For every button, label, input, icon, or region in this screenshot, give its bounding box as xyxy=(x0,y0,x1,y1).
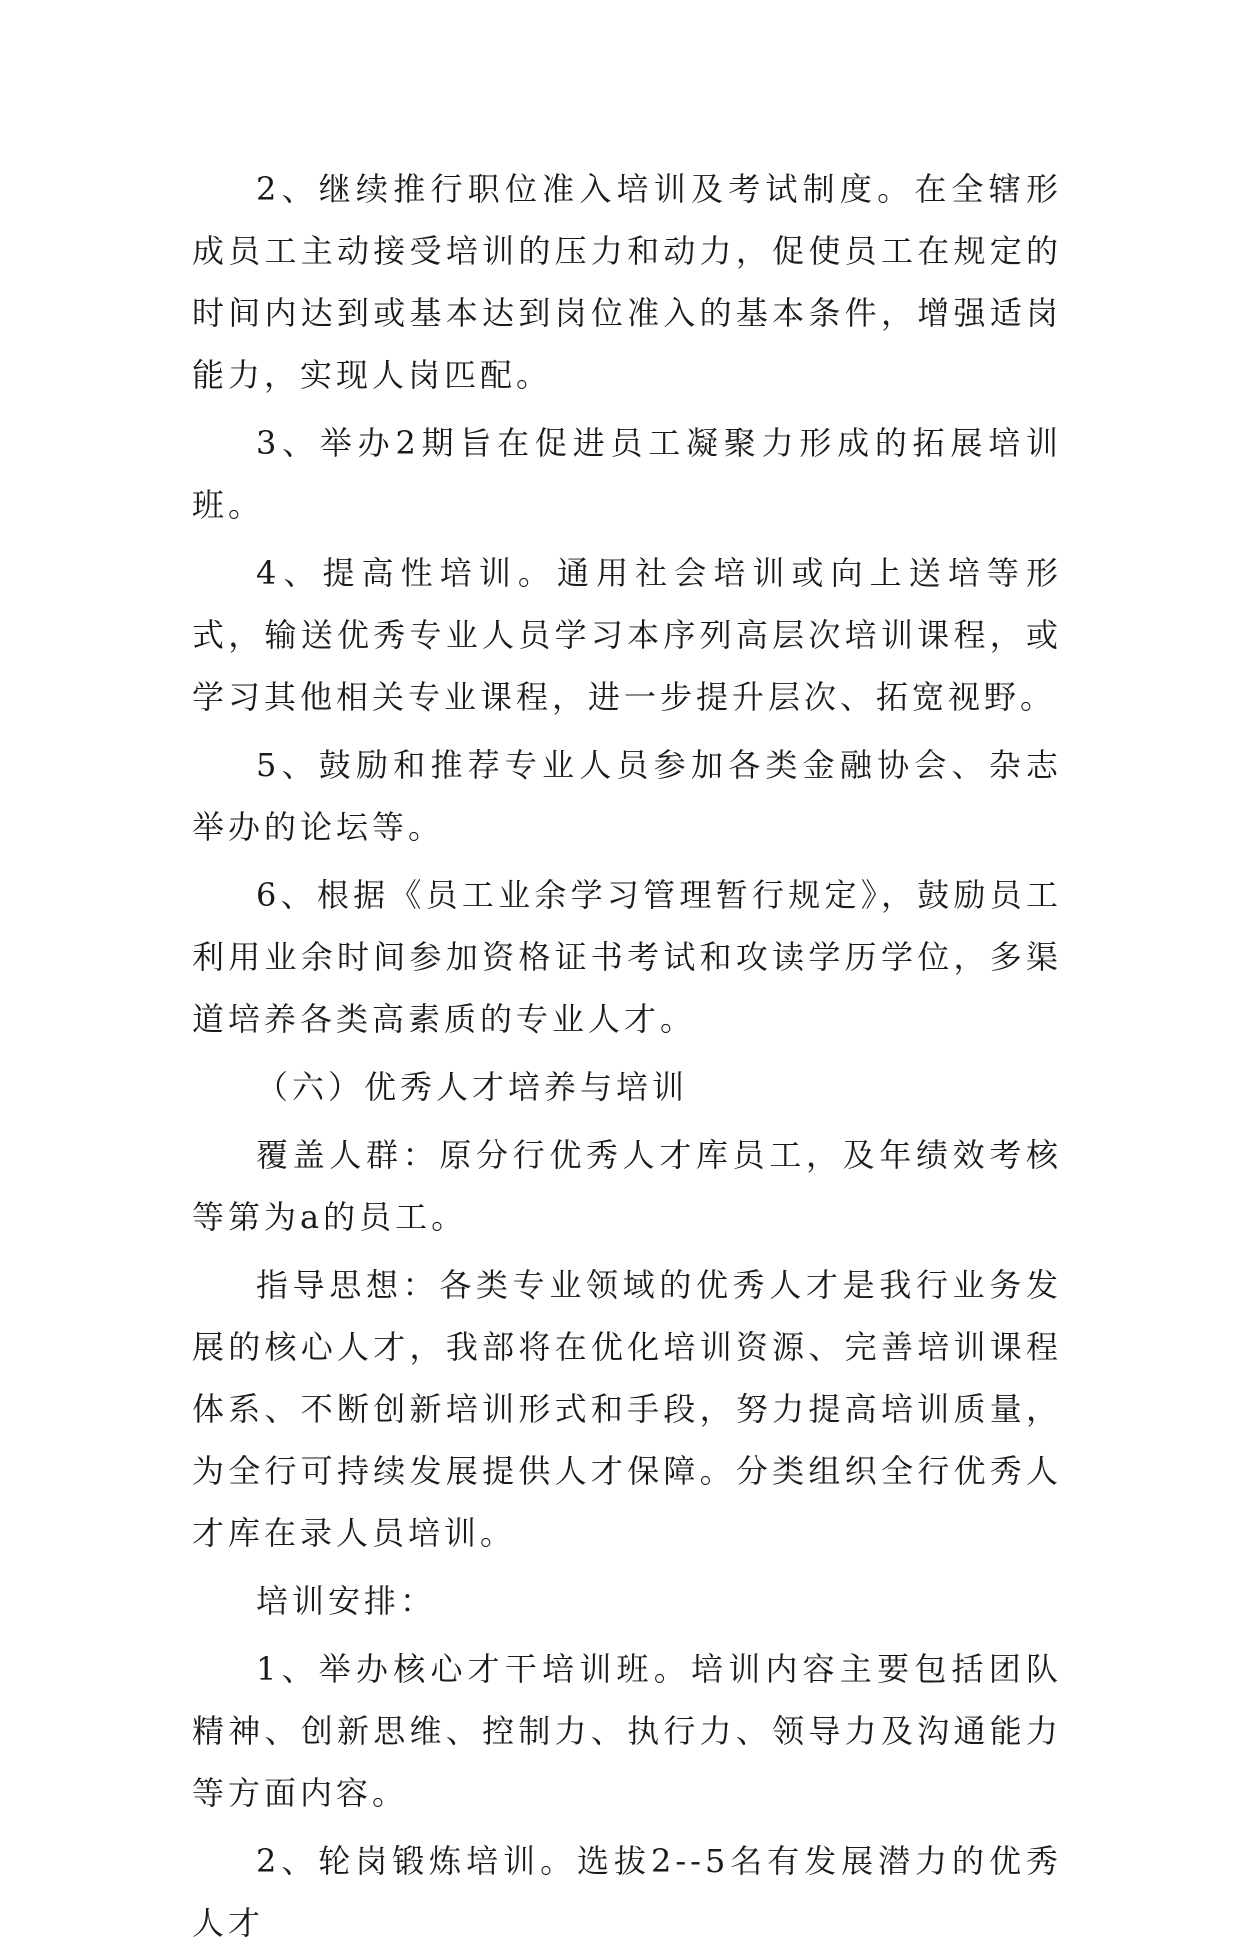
paragraph-item-5: 5、鼓励和推荐专业人员参加各类金融协会、杂志举办的论坛等。 xyxy=(192,746,1062,846)
arrangement-item-2: 2、轮岗锻炼培训。选拔2--5名有发展潜力的优秀人才 xyxy=(192,1842,1062,1942)
document-body xyxy=(192,158,1062,1960)
training-arrangement-label: 培训安排： xyxy=(256,1582,437,1620)
arrangement-item-1: 1、举办核心才干培训班。培训内容主要包括团队精神、创新思维、控制力、执行力、领导力及沟通能力等方面内容。 xyxy=(192,1650,1062,1812)
coverage-paragraph: 覆盖人群：原分行优秀人才库员工，及年绩效考核等第为a的员工。 xyxy=(192,1136,1062,1236)
guiding-idea-paragraph: 指导思想：各类专业领域的优秀人才是我行业务发展的核心人才，我部将在优化培训资源、完善培训课程体系、不断创新培训形式和手段，努力提高培训质量，为全行可持续发展提供人才保障。分类组织全行优秀人才库在录人员培训。 xyxy=(192,1266,1062,1552)
paragraph-item-6: 6、根据《员工业余学习管理暂行规定》，鼓励员工利用业余时间参加资格证书考试和攻读学历学位，多渠道培养各类高素质的专业人才。 xyxy=(192,876,1062,1038)
section-heading: （六）优秀人才培养与培训 xyxy=(256,1068,689,1106)
paragraph-item-4: 4、提高性培训。通用社会培训或向上送培等形式，输送优秀专业人员学习本序列高层次培训课程，或学习其他相关专业课程，进一步提升层次、拓宽视野。 xyxy=(192,554,1062,716)
paragraph-item-3: 3、举办2期旨在促进员工凝聚力形成的拓展培训班。 xyxy=(192,424,1062,524)
paragraph-item-2: 2、继续推行职位准入培训及考试制度。在全辖形成员工主动接受培训的压力和动力，促使员工在规定的时间内达到或基本达到岗位准入的基本条件，增强适岗能力，实现人岗匹配。 xyxy=(192,170,1062,394)
